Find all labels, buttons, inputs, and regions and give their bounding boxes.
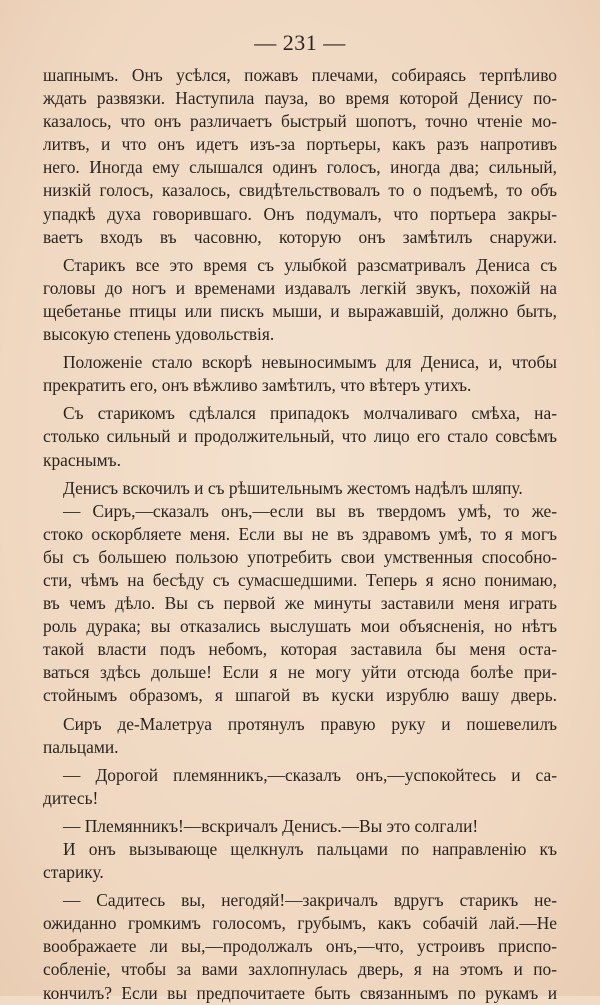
text-line: него. Иногда ему слышался одинъ голосъ, иногда два; сильный, — [43, 157, 557, 178]
text-line: — Дорогой племянникъ,—сказалъ онъ,—успокойтесь и са- — [63, 764, 557, 785]
text-line: бы съ большею пользою употребить свои умственныя способно- — [43, 546, 557, 567]
text-line: — Садитесь вы, негодяй!—закричалъ вдругъ старикъ не- — [63, 890, 557, 911]
text-line: краснымъ. — [43, 449, 121, 470]
text-line: воображаете ли вы,—продолжалъ онъ,—что, устроивъ приспо- — [43, 936, 557, 957]
body-text — [43, 64, 557, 1005]
text-line: роль дурака; вы отказались выслушать мои объясненія, но нѣтъ — [43, 616, 557, 637]
text-line: въ чемъ дѣло. Вы съ первой же минуты заставили меня играть — [43, 593, 557, 614]
text-line: пальцами. — [43, 736, 119, 757]
text-line: сти, чѣмъ на бесѣду съ сумасшедшими. Теперь я ясно понимаю, — [43, 569, 557, 590]
text-line: кончилъ? Если вы предпочитаете быть связаннымъ по рукамъ и — [43, 982, 557, 1003]
text-line: И онъ вызывающе щелкнулъ пальцами по направленію къ — [63, 839, 557, 859]
text-line: прекратить его, онъ вѣжливо замѣтилъ, что вѣтеръ утихъ. — [43, 375, 472, 396]
text-line: ваться здѣсь дольше! Если я не могу уйти отсюда болѣе при- — [43, 662, 557, 683]
text-line: Денисъ вскочилъ и съ рѣшительнымъ жестомъ надѣлъ шляпу. — [63, 477, 523, 498]
text-line: литвъ, и что онъ идетъ изъ-за портьеры, какъ разъ напротивъ — [43, 134, 557, 155]
text-line: Положеніе стало вскорѣ невыносимымъ для Дениса, и, чтобы — [63, 352, 557, 373]
text-line: казалось, что онъ различаетъ быстрый шопотъ, точно чтеніе мо- — [43, 111, 557, 132]
page-number: — 231 — — [254, 30, 346, 55]
text-line: такой власти подъ небомъ, которая заставила бы меня оста- — [43, 639, 557, 660]
text-line: Сиръ де-Малетруа протянулъ правую руку и пошевелилъ — [63, 713, 557, 734]
text-line: — Сиръ,—сказалъ онъ,—если вы въ твердомъ умѣ, то же- — [63, 500, 557, 521]
text-line: столько сильный и продолжительный, что лицо его стало совсѣмъ — [43, 426, 557, 447]
text-line: ждать развязки. Наступила пауза, во время которой Денису по- — [43, 88, 557, 109]
text-line: дитесь! — [43, 787, 99, 808]
text-line: головы до ногъ и временами издавалъ легкій звукъ, похожій на — [43, 277, 557, 298]
text-line: стоко оскорбляете меня. Если вы не въ здравомъ умѣ, то я могъ — [43, 523, 557, 544]
text-line: ожиданно громкимъ голосомъ, грубымъ, какъ собачій лай.—Не — [43, 913, 557, 934]
text-line: ваетъ входъ въ часовню, которую онъ замѣтилъ снаружи. — [43, 226, 557, 247]
text-line: шапнымъ. Онъ усѣлся, пожавъ плечами, собираясь терпѣливо — [43, 65, 557, 85]
text-line: стойнымъ образомъ, я шпагой въ куски изрублю вашу дверь. — [43, 685, 557, 706]
text-line: щебетанье птицы или пискъ мыши, и выражавшій, должно быть, — [43, 300, 557, 321]
text-line: — Племянникъ!—вскричалъ Денисъ.—Вы это солгали! — [63, 815, 479, 836]
text-line: Съ старикомъ сдѣлался припадокъ молчаливаго смѣха, на- — [63, 403, 557, 424]
text-line: Старикъ все это время съ улыбкой разсматривалъ Дениса съ — [63, 254, 557, 275]
text-line: собленіе, чтобы за вами захлопнулась дверь, я на этомъ и по- — [43, 959, 557, 980]
text-line: старику. — [43, 862, 104, 883]
text-line: высокую степень удовольствія. — [43, 324, 275, 345]
text-line: упадкѣ духа говорившаго. Онъ подумалъ, что портьера закры- — [43, 203, 557, 224]
text-line: низкій голосъ, казалось, свидѣтельствовалъ то о подъемѣ, то объ — [43, 180, 557, 201]
